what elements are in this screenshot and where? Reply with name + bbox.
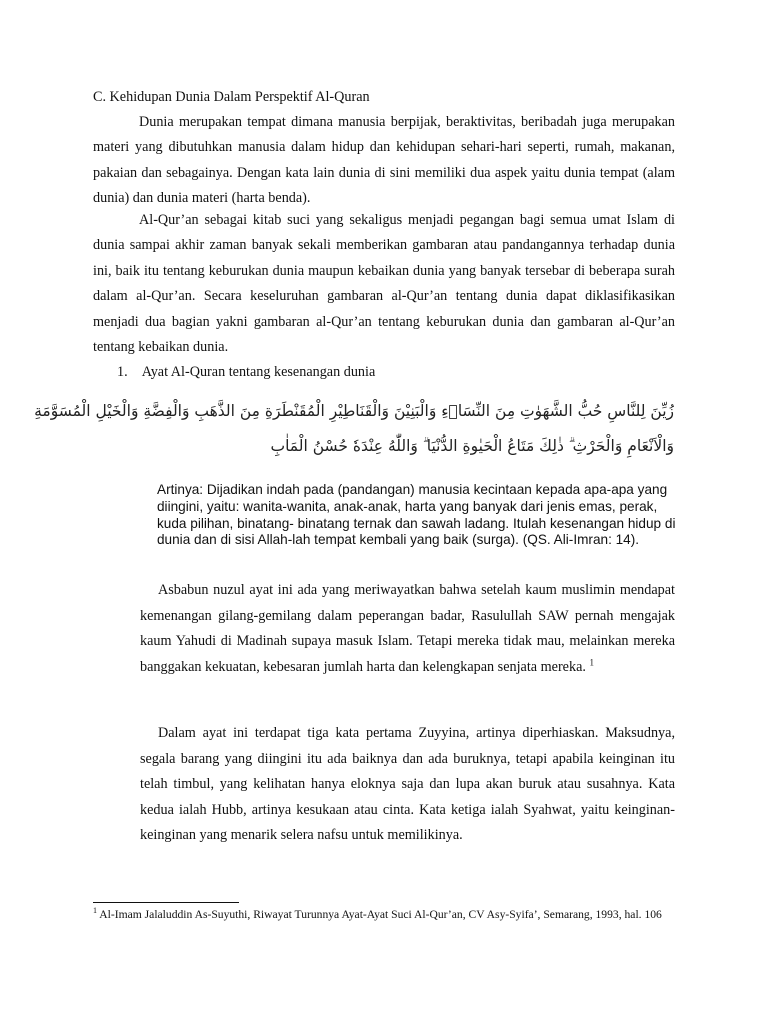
asbabun-text: Asbabun nuzul ayat ini ada yang meriwayatkan bahwa setelah kaum muslimin mendapat kemenangan gilang-gemilang dalam peperangan badar, Rasulullah SAW pernah mengajak kaum Yahudi di Madinah supaya masuk Islam. Tetapi mereka tidak mau, melainkan mereka banggakan kekuatan, kebesaran jumlah harta dan kelengkapan senjata mereka. [140, 582, 675, 675]
footnote-text: Al-Imam Jalaluddin As-Suyuthi, Riwayat Turunnya Ayat-Ayat Suci Al-Qur’an, CV Asy-Syifa’, Semarang, 1993, hal. 106 [99, 908, 662, 921]
footnote-reference[interactable]: 1 [589, 657, 594, 668]
footnote [93, 907, 673, 923]
verse-translation: Artinya: Dijadikan indah pada (pandangan) manusia kecintaan kepada apa-apa yang diingini, yaitu: wanita-wanita, anak-anak, harta yang banyak dari jenis emas, perak, kuda pilihan, binatang- binatang ternak dan sawah ladang. Itulah kesenangan hidup di dunia dan di sisi Allah-lah tempat kembali yang baik (surga). (QS. Ali-Imran: 14). [157, 482, 676, 548]
footnote-marker: 1 [93, 906, 97, 916]
paragraph-asbabun-nuzul [140, 578, 675, 680]
footnote-divider [93, 902, 239, 903]
paragraph-explanation: Dalam ayat ini terdapat tiga kata pertama Zuyyina, artinya diperhiaskan. Maksudnya, segala barang yang diingini itu ada baiknya dan ada buruknya, tetapi apabila keinginan itu telah timbul, yang kelihatan hanya eloknya saja dan lupa akan buruk atau susahnya. Kata kedua ialah Hubb, artinya kesukaan atau cinta. Kata ketiga ialah Syahwat, yaitu keinginan-keinginan yang menarik selera nafsu untuk memilikinya. [140, 725, 675, 844]
arabic-verse-line-2: وَالْاَنْعَامِ وَالْحَرْثِ ۗ ذٰلِكَ مَتَاعُ الْحَيٰوةِ الدُّنْيَا ۗ وَاللّٰهُ عِنْدَهٗ حُسْنُ الْمَاٰبِ [270, 437, 674, 455]
list-item-text: Ayat Al-Quran tentang kesenangan dunia [141, 364, 376, 380]
list-number: 1. [117, 364, 128, 380]
paragraph-dunia-definition: Dunia merupakan tempat dimana manusia berpijak, beraktivitas, beribadah juga merupakan materi yang dibutuhkan manusia dalam hidup dan kehidupan sehari-hari seperti, rumah, makanan, pakaian dan sebagainya. Dengan kata lain dunia di sini memiliki dua aspek yaitu dunia tempat (alam dunia) dan dunia materi (harta benda). [93, 114, 675, 207]
arabic-verse-line-1: زُيِّنَ لِلنَّاسِ حُبُّ الشَّهَوٰتِ مِنَ النِّسَاۤءِ وَالْبَنِيْنَ وَالْقَنَاطِيْرِ الْمُقَنْطَرَةِ مِنَ الذَّهَبِ وَالْفِضَّةِ وَالْخَيْلِ الْمُسَوَّمَةِ [34, 402, 674, 420]
section-heading: C. Kehidupan Dunia Dalam Perspektif Al-Quran [93, 89, 370, 105]
paragraph-quran-view: Al-Qur’an sebagai kitab suci yang sekaligus menjadi pegangan bagi semua umat Islam di dunia sampai akhir zaman banyak sekali memberikan gambaran atau pandangannya terhadap dunia ini, baik itu tentang keburukan dunia maupun kebaikan dunia yang banyak tersebar di beberapa surah dalam al-Qur’an. Secara keseluruhan gambaran al-Qur’an tentang dunia dapat diklasifikasikan menjadi dua bagian yakni gambaran al-Qur’an tentang keburukan dunia dan gambaran al-Qur’an tentang kebaikan dunia. [93, 212, 675, 356]
list-item-ayat [117, 362, 375, 382]
